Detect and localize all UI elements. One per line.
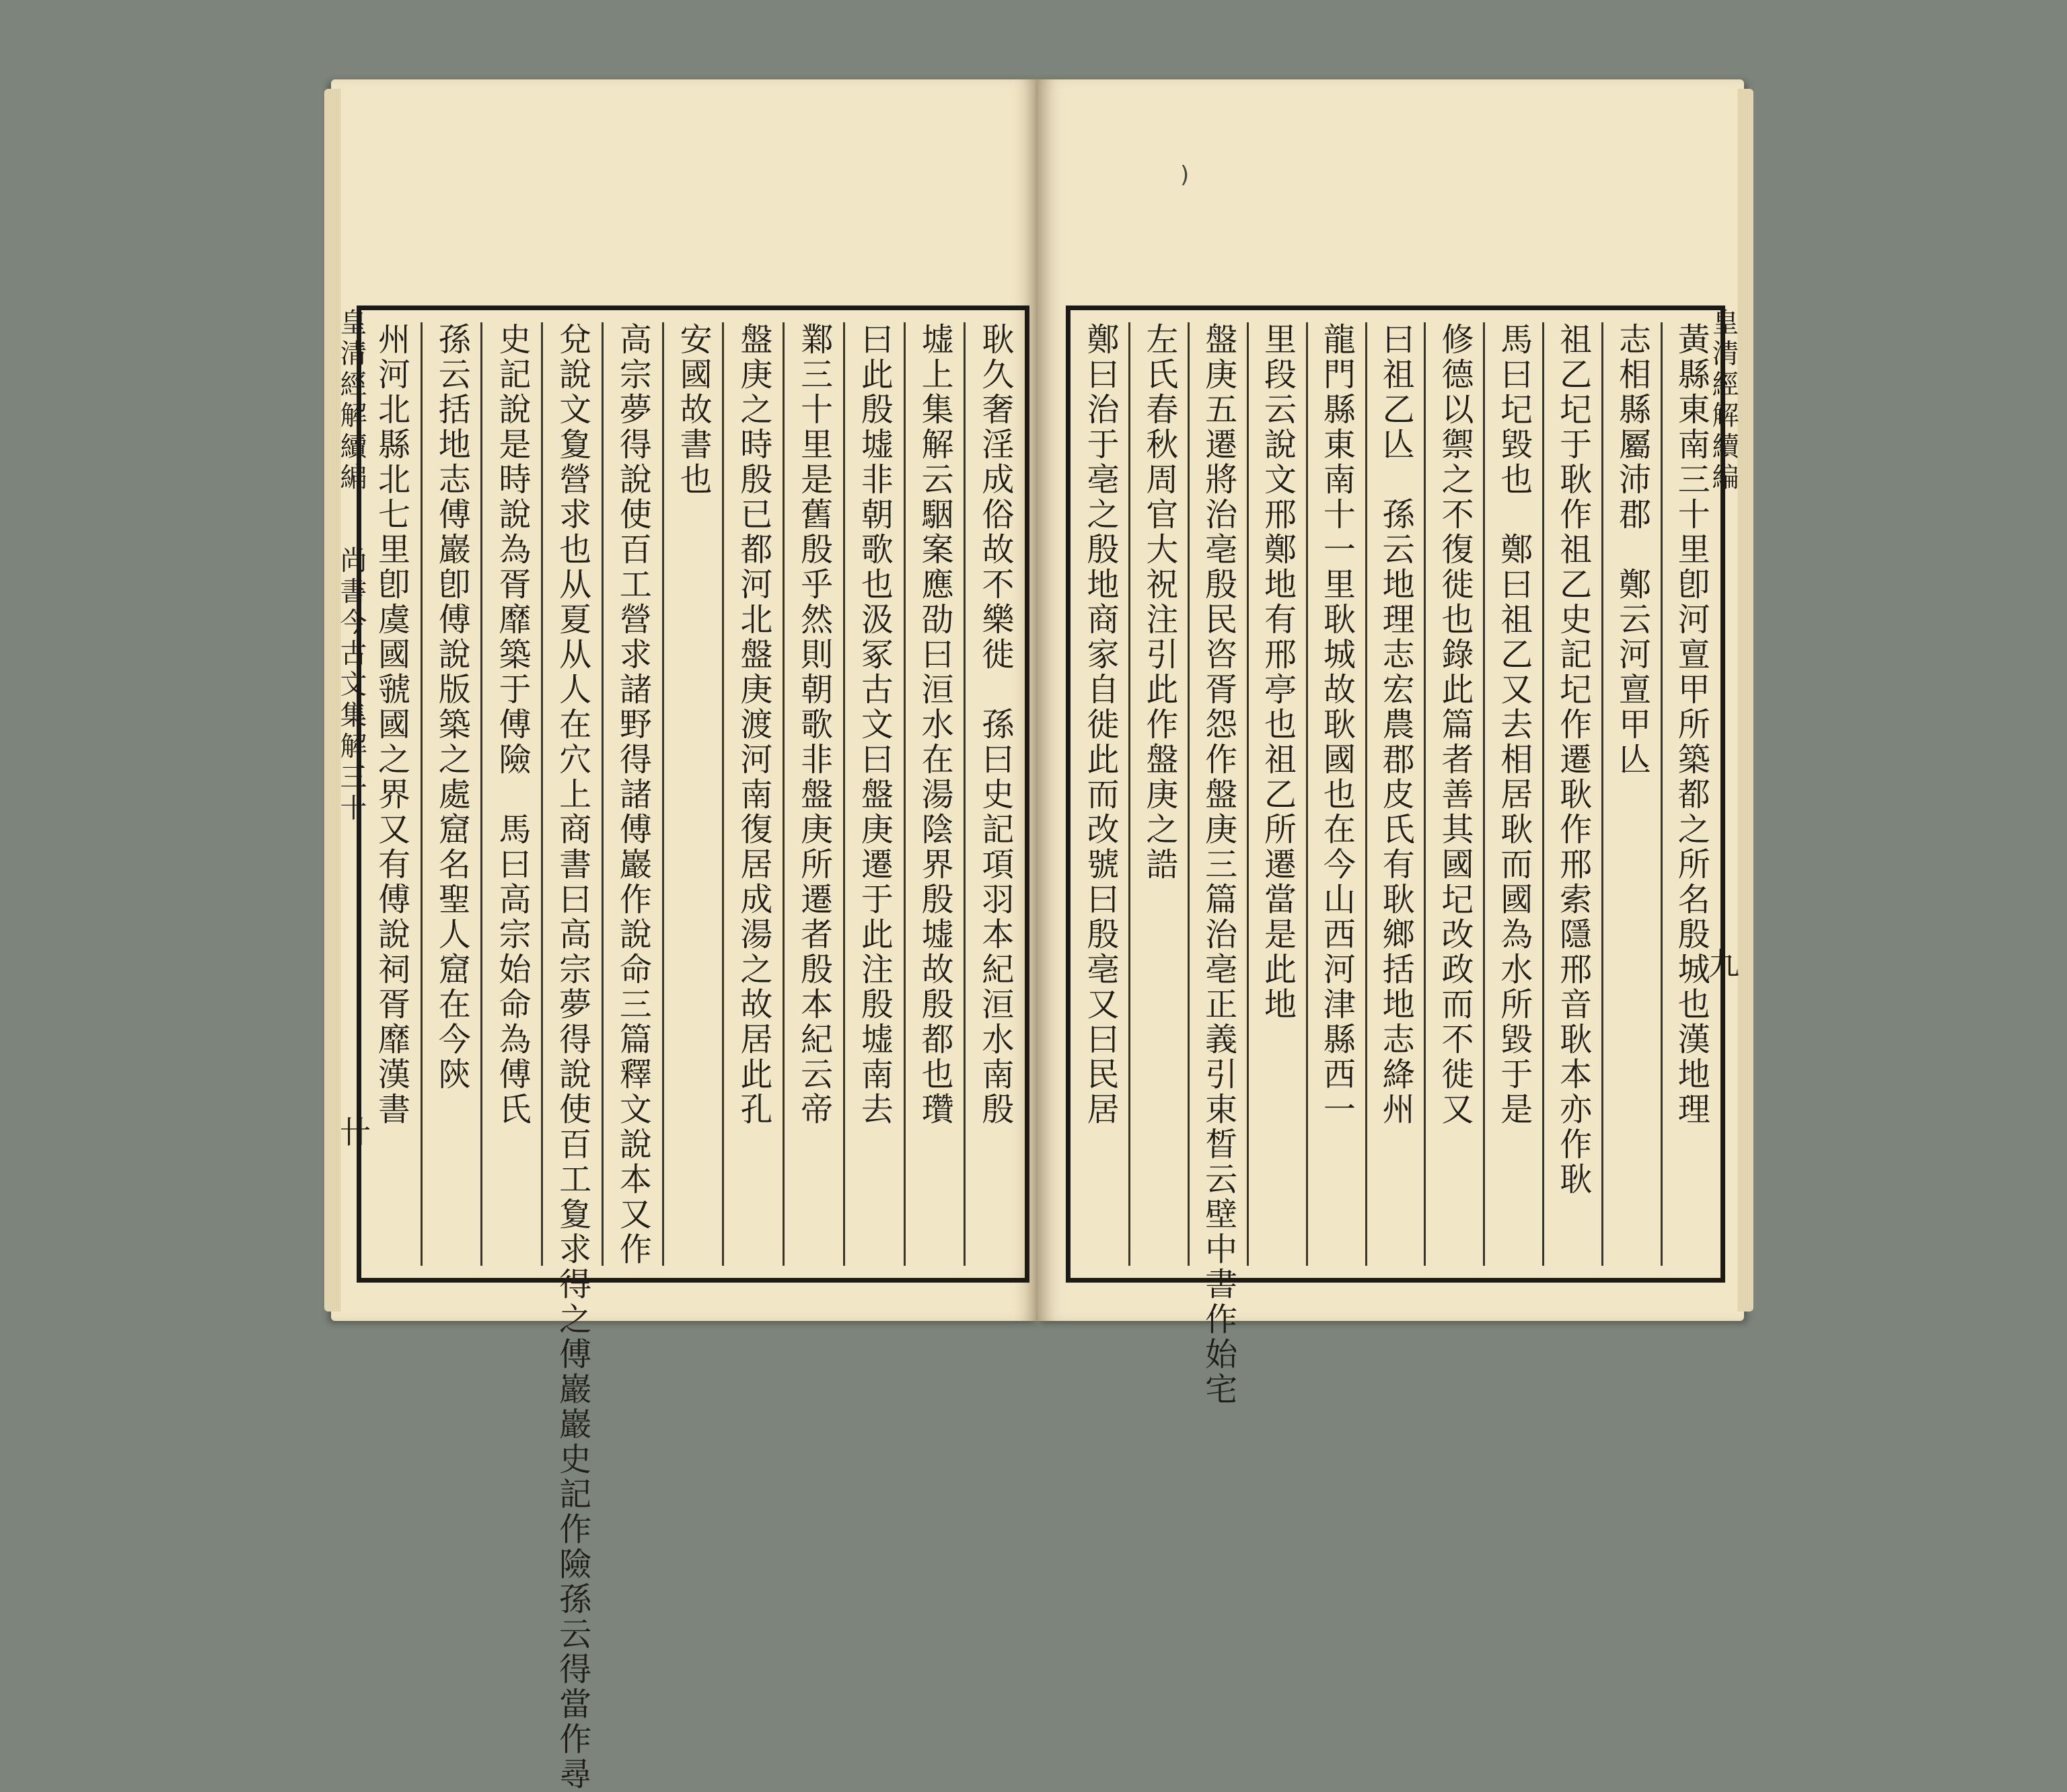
column-rule: [1601, 322, 1603, 1266]
column-rule: [843, 322, 845, 1266]
left-text-column: 曰此殷墟非朝歌也汲冢古文曰盤庚遷于此注殷墟南去: [855, 322, 894, 1127]
column-rule: [1247, 322, 1249, 1266]
right-text-column: 龍門縣東南十一里耿城故耿國也在今山西河津縣西一: [1317, 322, 1356, 1127]
left-text-frame: [357, 306, 1029, 1792]
column-rule: [662, 322, 664, 1266]
column-rule: [1661, 322, 1663, 1266]
right-page: [1038, 79, 1744, 1407]
column-rule: [1306, 322, 1308, 1266]
right-text-column: 祖乙圮于耿作祖乙史記圮作遷耿作邢索隱邢音耿本亦作耿: [1554, 322, 1592, 1197]
column-rule: [722, 322, 724, 1266]
column-rule: [541, 322, 543, 1266]
left-text-column: 高宗夢得說使百工營求諸野得諸傅巖作說命三篇釋文說本又作: [614, 322, 652, 1267]
column-rule: [1424, 322, 1426, 1266]
right-folio: 九: [1704, 947, 1740, 978]
left-text-column: 墟上集解云駰案應劭曰洹水在湯陰界殷墟故殷都也瓚: [916, 322, 954, 1127]
right-page-edge: [1737, 89, 1753, 1312]
left-page: [331, 79, 1038, 1792]
left-text-column: 兌說文夐營求也从夏从人在穴上商書曰高宗夢得說使百工夐求得之傅巖巖史記作險孫云得當作尋: [553, 322, 591, 1792]
right-text-columns: [1071, 310, 1720, 1407]
column-rule: [1128, 322, 1130, 1266]
right-text-frame: [1066, 306, 1725, 1407]
left-text-columns: [361, 310, 1025, 1792]
left-margin-subtitle: 尚書今古文集解三十: [336, 546, 367, 825]
column-rule: [1365, 322, 1367, 1266]
left-text-column: 安國故書也: [674, 322, 713, 497]
pencil-mark: ): [1180, 162, 1190, 188]
open-book: [331, 79, 1744, 1792]
column-rule: [602, 322, 604, 1266]
right-text-column: 志相縣屬沛郡 鄭云河亶甲亾: [1613, 322, 1651, 777]
column-rule: [421, 322, 423, 1266]
right-text-column: 曰祖乙亾 孫云地理志宏農郡皮氏有耿鄉括地志絳州: [1377, 322, 1415, 1127]
left-text-column: 耿久奢淫成俗故不樂徙 孫曰史記項羽本紀洹水南殷: [976, 322, 1014, 1127]
right-text-column: 馬曰圮毀也 鄭曰祖乙又去相居耿而國為水所毀于是: [1494, 322, 1533, 1127]
column-rule: [783, 322, 785, 1266]
left-text-column: 史記說是時說為胥靡築于傅險 馬曰高宗始命為傅氏: [493, 322, 531, 1127]
right-text-column: 鄭曰治于亳之殷地商家自徙此而改號曰殷亳又曰民居: [1081, 322, 1119, 1127]
right-text-column: 里段云說文邢鄭地有邢亭也祖乙所遷當是此地: [1258, 322, 1297, 1022]
left-text-column: 鄴三十里是舊殷乎然則朝歌非盤庚所遷者殷本紀云帝: [795, 322, 833, 1127]
column-rule: [904, 322, 906, 1266]
column-rule: [1542, 322, 1544, 1266]
right-text-column: 盤庚五遷將治亳殷民咨胥怨作盤庚三篇治亳正義引束晳云壁中書作始宅: [1199, 322, 1237, 1407]
right-margin-title: 皇清經解續編: [1708, 308, 1739, 494]
column-rule: [1483, 322, 1485, 1266]
right-text-column: 左氏春秋周官大祝注引此作盤庚之誥: [1140, 322, 1178, 882]
column-rule: [1188, 322, 1190, 1266]
right-text-column: 黃縣東南三十里卽河亶甲所築都之所名殷城也漢地理: [1672, 322, 1710, 1127]
right-text-column: 修德以禦之不復徙也錄此篇者善其國圮改政而不徙又: [1435, 322, 1474, 1127]
left-margin-title-text: 皇清經解續編: [336, 308, 367, 494]
column-rule: [964, 322, 966, 1266]
left-text-column: 盤庚之時殷已都河北盤庚渡河南復居成湯之故居此孔: [734, 322, 772, 1127]
left-text-column: 州河北縣北七里卽虞國虢國之界又有傅說祠胥靡漢書: [372, 322, 410, 1127]
left-text-column: 孫云括地志傅巖卽傅說版築之處窟名聖人窟在今陝: [433, 322, 471, 1092]
column-rule: [480, 322, 482, 1266]
left-folio: 卄: [335, 1116, 371, 1147]
